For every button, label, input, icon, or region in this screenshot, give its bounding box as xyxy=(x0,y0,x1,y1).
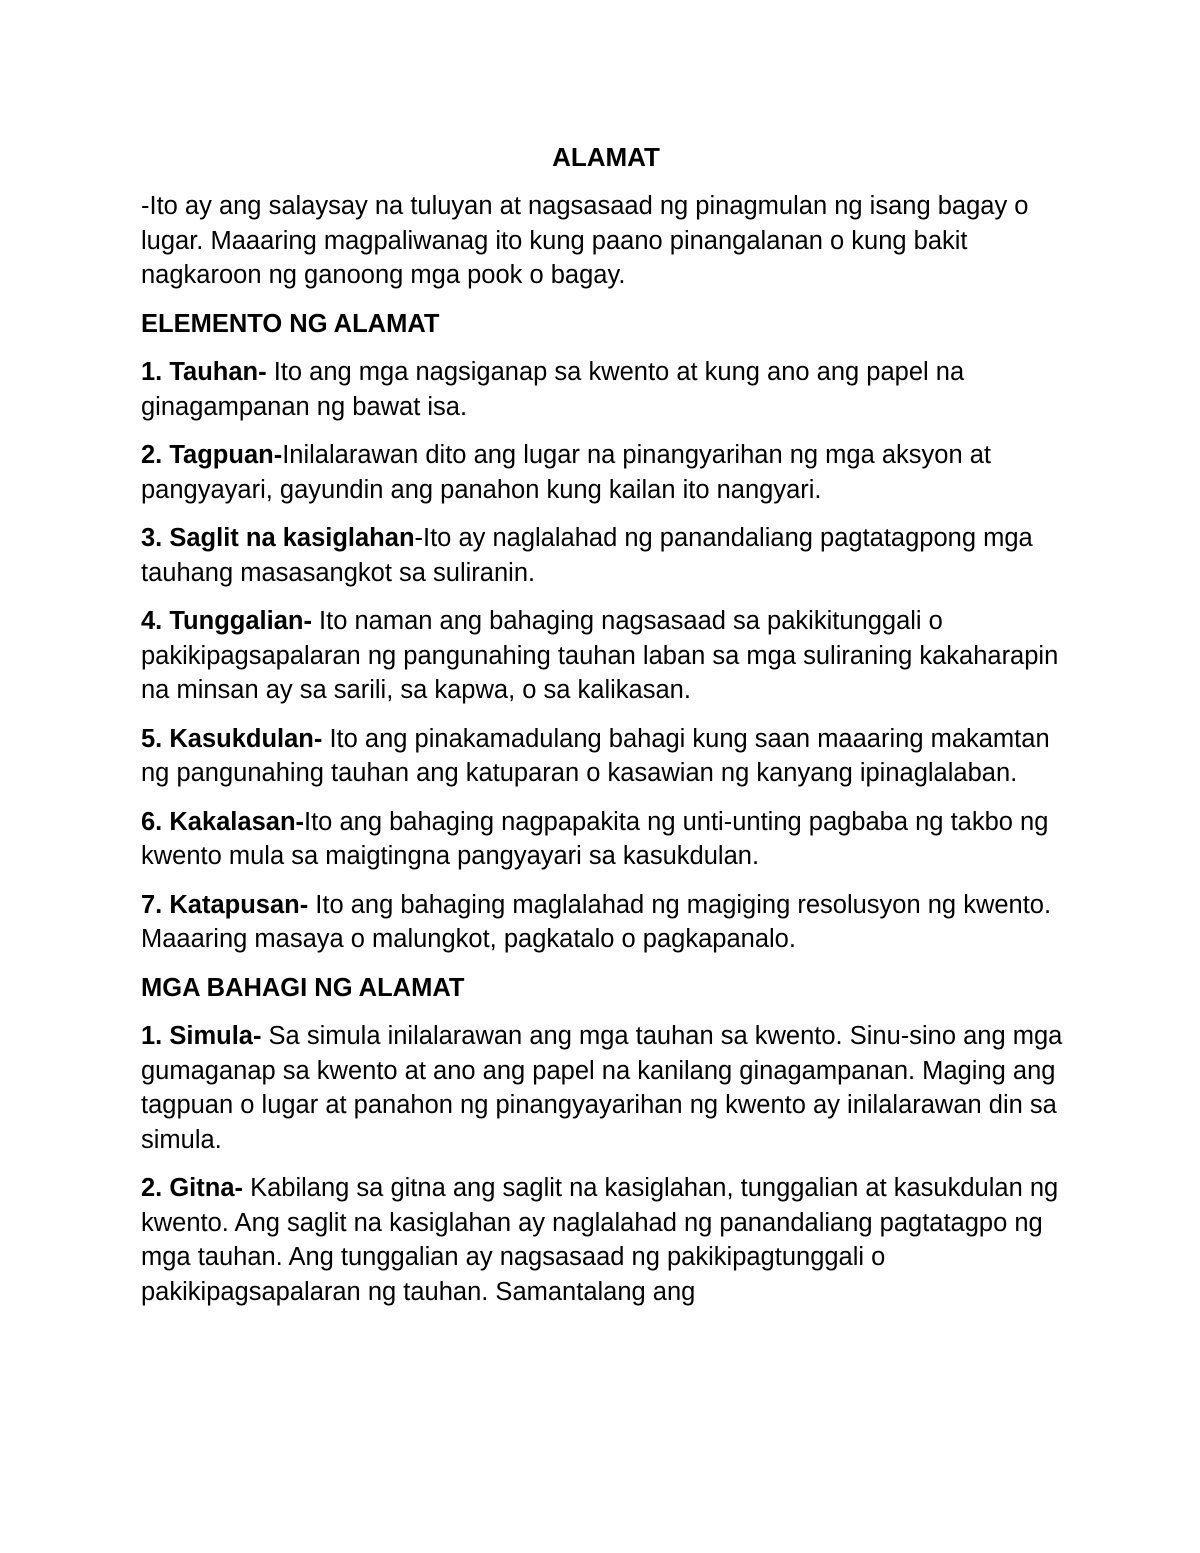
elemento-item-tagpuan xyxy=(141,438,1071,507)
item-term: 2. Tagpuan- xyxy=(141,441,283,469)
elemento-heading: ELEMENTO NG ALAMAT xyxy=(141,309,440,338)
item-term: 7. Katapusan- xyxy=(141,890,309,919)
item-term: 4. Tunggalian- xyxy=(141,607,312,635)
elemento-item-kakalasan xyxy=(141,805,1071,874)
item-text: Sa simula inilalarawan ang mga tauhan sa kwento. Sinu-sino ang mga gumaganap sa kwento at ano ang papel na kanilang ginagampanan. Maging ang tagpuan o lugar at panahon ng pinangyayarihan ng kwento ay inilalarawan din sa simula. xyxy=(141,1022,1063,1154)
item-text: Ito ang mga nagsiganap sa kwento at kung ano ang papel na ginagampanan ng bawat isa. xyxy=(141,358,965,421)
bahagi-heading: MGA BAHAGI NG ALAMAT xyxy=(141,973,465,1002)
definition-paragraph: -Ito ay ang salaysay na tuluyan at nagsasaad ng pinagmulan ng isang bagay o lugar. Maaaring magpaliwanag ito kung paano pinangalanan o kung bakit nagkaroon ng ganoong mga pook o bagay. xyxy=(141,192,1029,289)
item-text: Ito ang bahaging nagpapakita ng unti-unting pagbaba ng takbo ng kwento mula sa maigtingna pangyayari sa kasukdulan. xyxy=(141,807,1049,870)
item-term: 3. Saglit na kasiglahan xyxy=(141,524,415,552)
item-text: Ito naman ang bahaging nagsasaad sa pakikitunggali o pakikipagsapalaran ng pangunahing tauhan laban sa mga suliraning kakaharapin na minsan ay sa sarili, sa kapwa, o sa kalikasan. xyxy=(141,607,1059,704)
bahagi-item-simula xyxy=(141,1019,1071,1157)
item-term: 2. Gitna- xyxy=(141,1174,244,1202)
item-text: Kabilang sa gitna ang saglit na kasiglahan, tunggalian at kasukdulan ng kwento. Ang saglit na kasiglahan ay naglalahad ng panandaliang pagtatagpo ng mga tauhan. Ang tunggalian ay nagsasaad ng pakikipagtunggali o pakikipagsapalaran ng tauhan. Samantalang ang xyxy=(141,1174,1059,1306)
bahagi-item-gitna xyxy=(141,1171,1071,1309)
document-page xyxy=(141,140,1071,1323)
item-text: Inilalarawan dito ang lugar na pinangyarihan ng mga aksyon at pangyayari, gayundin ang panahon kung kailan ito nangyari. xyxy=(141,441,992,504)
elemento-item-saglit-na-kasiglahan xyxy=(141,521,1071,590)
elemento-item-tauhan xyxy=(141,355,1071,424)
elemento-item-katapusan xyxy=(141,888,1071,957)
item-term: 6. Kakalasan- xyxy=(141,807,305,836)
item-text: Ito ang bahaging maglalahad ng magiging resolusyon ng kwento. Maaaring masaya o malungkot, pagkatalo o pagkapanalo. xyxy=(141,890,1052,953)
elemento-item-kasukdulan xyxy=(141,722,1071,791)
item-term: 5. Kasukdulan- xyxy=(141,724,323,753)
item-text: -Ito ay naglalahad ng panandaliang pagtatagpong mga tauhang masasangkot sa suliranin. xyxy=(141,524,1033,587)
item-text: Ito ang pinakamadulang bahagi kung saan maaaring makamtan ng pangunahing tauhan ang katuparan o kasawian ng kanyang ipinaglalaban. xyxy=(141,724,1050,787)
item-term: 1. Simula- xyxy=(141,1022,262,1050)
item-term: 1. Tauhan- xyxy=(141,358,267,386)
elemento-item-tunggalian xyxy=(141,604,1071,708)
document-title: ALAMAT xyxy=(552,142,660,172)
